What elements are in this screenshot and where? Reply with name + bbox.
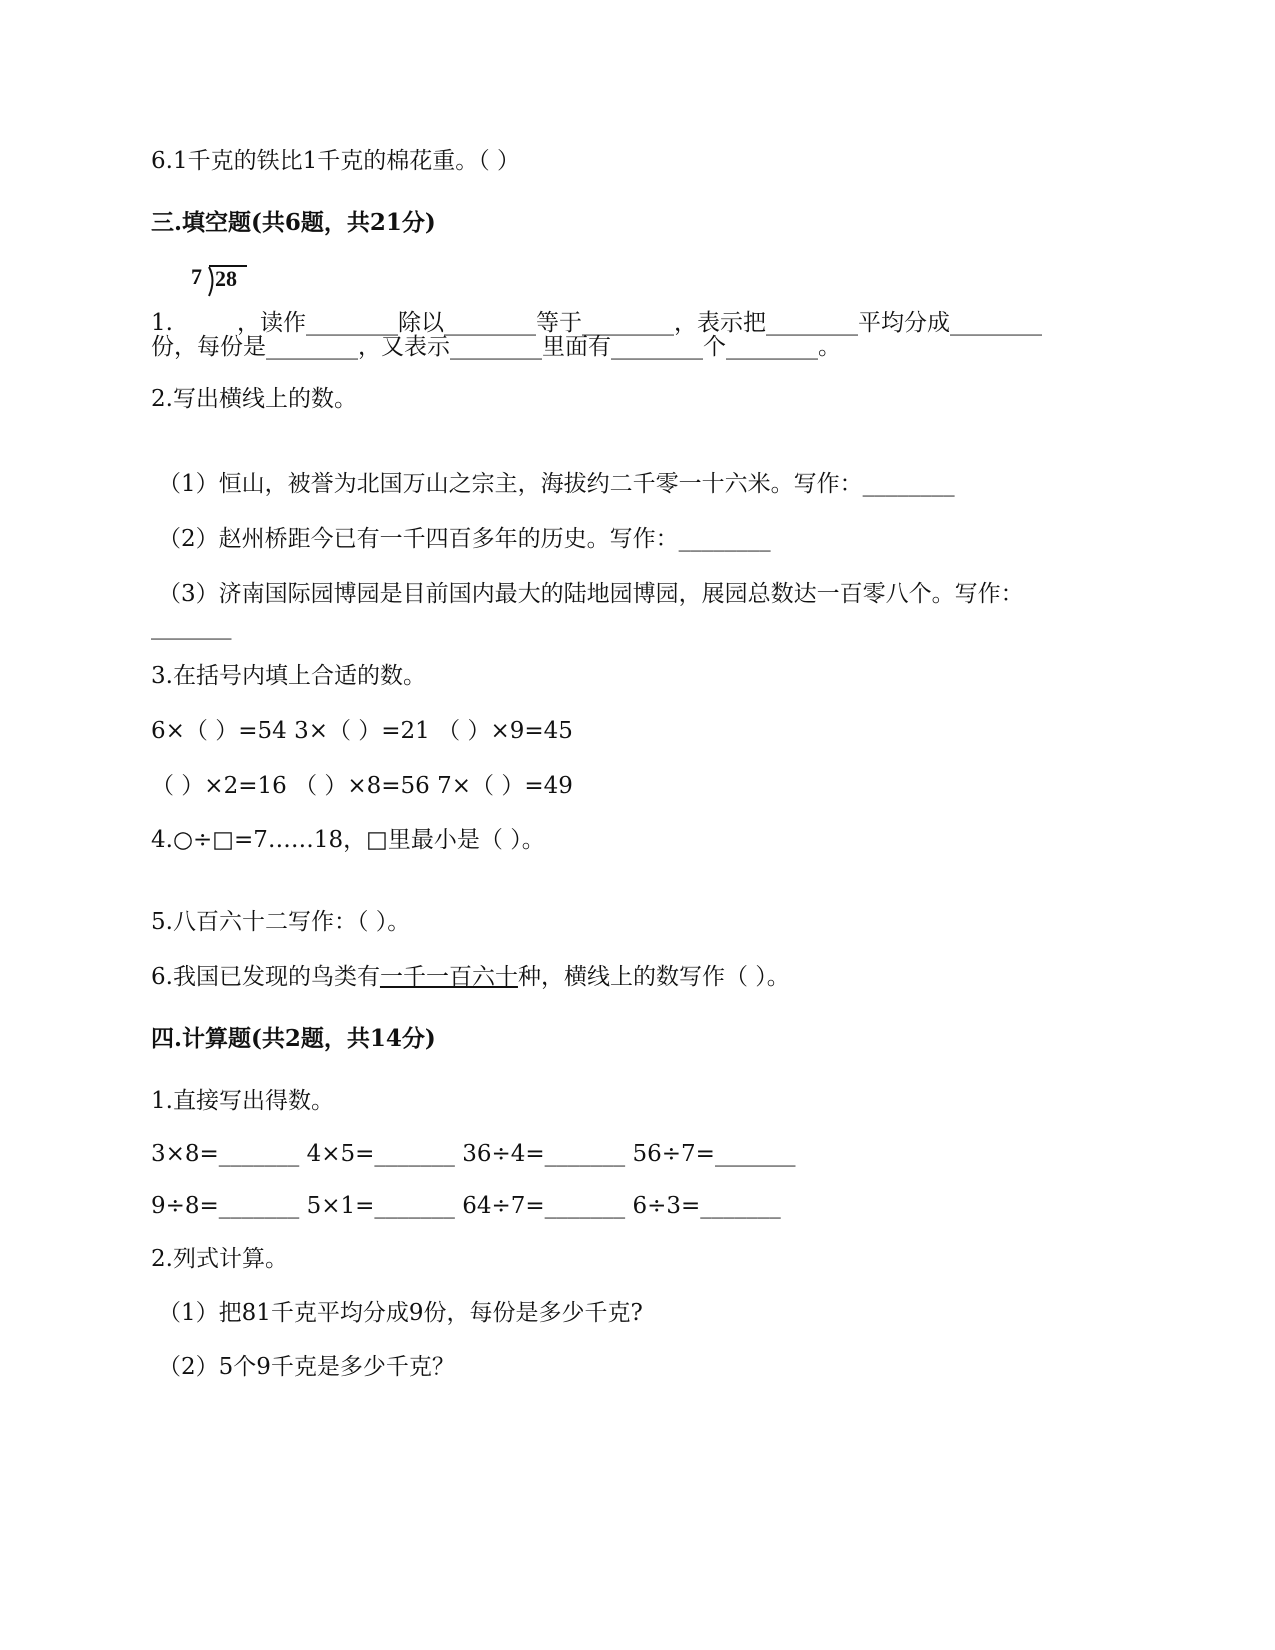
calc-question-1-stem: 1.直接写出得数。 <box>151 1088 334 1114</box>
calc-question-2-item-1: （1）把81千克平均分成9份，每份是多少千克? <box>158 1300 643 1326</box>
fill-question-3-row-1: 6×（ ）=54 3×（ ）=21 （ ）×9=45 <box>151 718 573 744</box>
question-number: 1. <box>151 310 173 336</box>
fill-question-3-stem: 3.在括号内填上合适的数。 <box>151 663 426 689</box>
division-dividend: 28 <box>214 266 237 291</box>
q6-suffix: 种，横线上的数写作（ ）。 <box>517 964 790 990</box>
division-divisor: 7 <box>190 264 202 289</box>
fill-question-2-item-3: （3）济南国际园博园是目前国内最大的陆地园博园，展园总数达一百零八个。写作： <box>158 581 1024 607</box>
judge-question-6: 6.1千克的铁比1千克的棉花重。（ ） <box>151 148 521 174</box>
long-division-figure <box>173 264 237 330</box>
q6-underlined-number: 一千一百六十 <box>379 964 518 990</box>
fill-question-2-stem: 2.写出横线上的数。 <box>151 386 357 412</box>
fill-question-5: 5.八百六十二写作：（ ）。 <box>151 909 411 935</box>
fill-question-6 <box>151 962 790 992</box>
q6-prefix: 6.我国已发现的鸟类有 <box>151 964 380 990</box>
section-3-heading: 三.填空题(共6题，共21分) <box>151 209 436 236</box>
calc-question-2-item-2: （2）5个9千克是多少千克？ <box>158 1354 455 1380</box>
fill-question-4: 4.○÷□=7……18，□里最小是（ ）。 <box>151 827 545 853</box>
fill-question-2-item-2: （2）赵州桥距今已有一千四百多年的历史。写作：________ <box>158 526 771 552</box>
fill-question-3-row-2: （ ）×2=16 （ ）×8=56 7×（ ）=49 <box>151 773 573 799</box>
fill-question-2-item-1: （1）恒山，被誉为北国万山之宗主，海拔约二千零一十六米。写作：________ <box>158 471 955 497</box>
fill-question-1-line-2: 份，每份是________，又表示________里面有________个________。 <box>151 334 841 360</box>
calc-question-1-row-2: 9÷8=_______ 5×1=_______ 64÷7=_______ 6÷3=_______ <box>151 1193 781 1219</box>
calc-question-1-row-1: 3×8=_______ 4×5=_______ 36÷4=_______ 56÷7=_______ <box>151 1141 796 1167</box>
division-bracket <box>209 267 213 296</box>
fill-question-2-item-3-blank: _______ <box>151 614 232 640</box>
question-1-text: ，读作________除以________等于________，表示把________平均分成________ <box>236 310 1042 336</box>
section-4-heading: 四.计算题(共2题，共14分) <box>151 1025 436 1052</box>
calc-question-2-stem: 2.列式计算。 <box>151 1246 288 1272</box>
